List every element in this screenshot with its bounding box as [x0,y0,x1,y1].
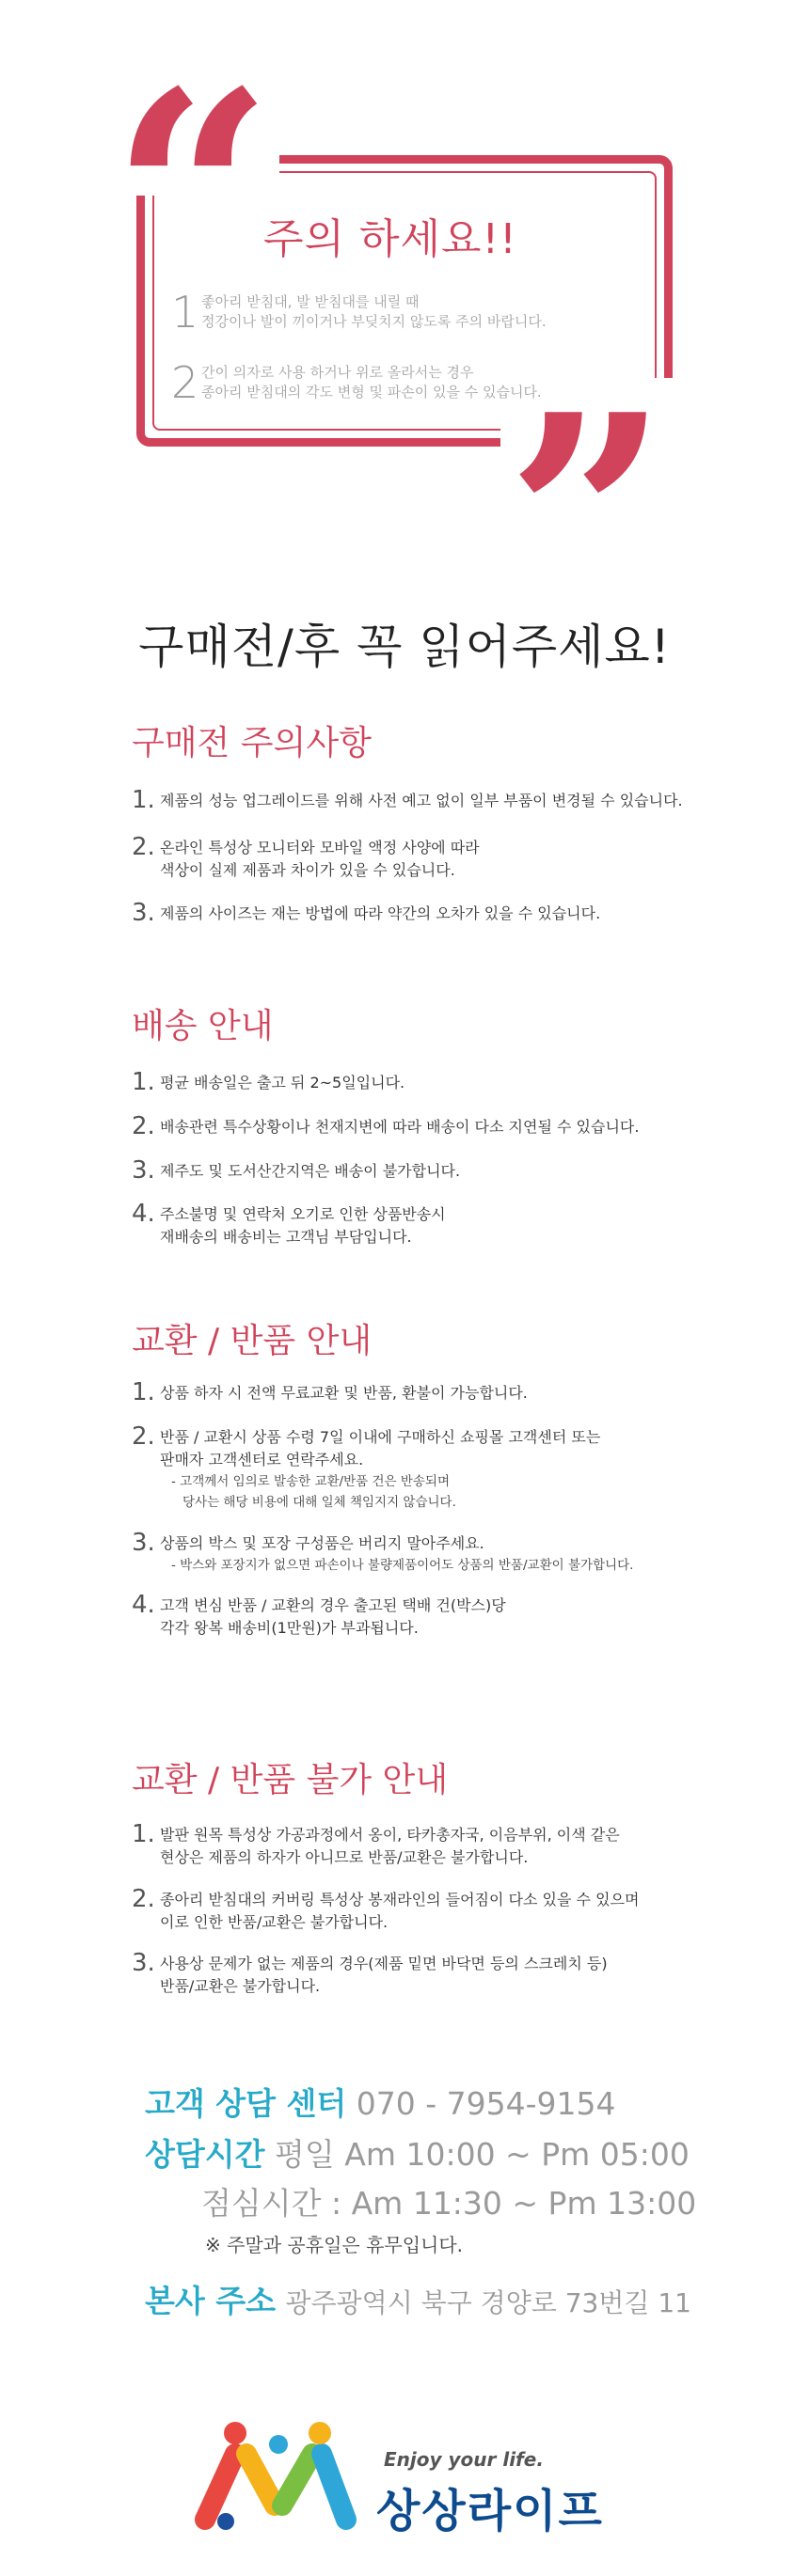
item-note: - 고객께서 임의로 발송한 교환/반품 건은 반송되며 [171,1474,450,1489]
warning-item-text: 간이 의자로 사용 하거나 위로 올라서는 경우 [201,364,474,381]
list-item [132,1593,734,1640]
item-text: 상품의 박스 및 포장 구성품은 버리지 말아주세요. [160,1534,484,1552]
list-item [132,788,734,812]
logo-slogan: Enjoy your life. [384,2448,544,2471]
logo-mark-icon [188,2416,367,2538]
section-title: 구매전 주의사항 [132,724,372,762]
item-text: 사용상 문제가 없는 제품의 경우(제품 밑면 바닥면 등의 스크레치 등) [160,1955,608,1972]
section-title: 배송 안내 [132,1007,274,1045]
item-text: 주소불명 및 연락처 오기로 인한 상품반송시 [160,1205,446,1223]
item-number: 1. [132,1068,155,1096]
list-item [132,1951,734,1998]
item-note: 당사는 해당 비용에 대해 일체 책임지지 않습니다. [182,1495,456,1510]
item-number: 2. [132,1422,155,1451]
item-number: 3. [132,1156,155,1185]
lunch-hours: 점심시간 : Am 11:30 ~ Pm 13:00 [201,2185,697,2222]
warning-item-text: 종아리 받침대의 각도 변형 및 파손이 있을 수 있습니다. [201,384,542,401]
item-number: 2. [132,1885,155,1913]
main-title: 구매전/후 꼭 읽어주세요! [138,620,671,674]
consult-hours [145,2130,690,2175]
list-item [132,901,734,925]
hq-address [145,2277,691,2321]
item-text: 상품 하자 시 전액 무료교환 및 반품, 환불이 가능합니다. [160,1384,528,1402]
warning-item [171,287,660,338]
item-text: 제품의 사이즈는 재는 방법에 따라 약간의 오차가 있을 수 있습니다. [160,904,601,922]
item-number: 2. [132,833,155,861]
item-number: 4. [132,1200,155,1228]
list-item [132,1380,734,1405]
item-number: 3. [132,1529,155,1557]
warning-item-number: 1 [171,287,199,338]
item-text: 발판 원목 특성상 가공과정에서 옹이, 타카총자국, 이음부위, 이색 같은 [160,1826,620,1844]
item-text: 각각 왕복 배송비(1만원)가 부과됩니다. [160,1619,419,1637]
item-number: 2. [132,1112,155,1140]
item-text: 온라인 특성상 모니터와 모바일 액정 사양에 따라 [160,839,480,856]
item-text: 재배송의 배송비는 고객님 부담입니다. [160,1228,412,1246]
warning-item-number: 2 [171,357,199,408]
list-item [132,1822,734,1869]
item-number: 1. [132,1820,155,1848]
item-text: 판매자 고객센터로 연락주세요. [160,1451,364,1469]
list-item [132,1070,734,1094]
list-item [132,1424,734,1513]
item-number: 1. [132,786,155,814]
holiday-note: ※ 주말과 공휴일은 휴무입니다. [205,2234,464,2256]
item-number: 1. [132,1378,155,1406]
item-text: 제주도 및 도서산간지역은 배송이 불가합니다. [160,1162,461,1180]
item-text: 제품의 성능 업그레이드를 위해 사전 예고 없이 일부 부품이 변경될 수 있습니다. [160,792,683,809]
hq-address-label: 본사 주소 [145,2283,277,2319]
warning-item-text: 좋아리 받침대, 발 받침대를 내릴 때 [201,293,420,310]
customer-center [145,2080,616,2124]
item-text: 반품 / 교환시 상품 수령 7일 이내에 구매하신 쇼핑몰 고객센터 또는 [160,1428,601,1446]
list-item [132,1887,734,1934]
list-item [132,1114,734,1139]
logo-brand: 상상라이프 [376,2485,604,2537]
item-note: - 박스와 포장지가 없으면 파손이나 불량제품이어도 상품의 반품/교환이 불가합니다. [171,1558,634,1573]
list-item [132,1202,734,1249]
item-number: 4. [132,1591,155,1619]
customer-center-phone: 070 - 7954-9154 [356,2085,616,2122]
item-text: 반품/교환은 불가합니다. [160,1977,321,1995]
item-text: 배송관련 특수상황이나 천재지변에 따라 배송이 다소 지연될 수 있습니다. [160,1118,640,1136]
item-text: 고객 변심 반품 / 교환의 경우 출고된 택배 건(박스)당 [160,1596,506,1614]
customer-center-label: 고객 상담 센터 [145,2085,347,2122]
list-item [132,835,734,882]
section-title: 교환 / 반품 안내 [132,1322,373,1360]
item-text: 평균 배송일은 출고 뒤 2~5일입니다. [160,1074,405,1092]
item-text: 종아리 받침대의 커버링 특성상 봉재라인의 들어짐이 다소 있을 수 있으며 [160,1891,640,1908]
item-text: 이로 인한 반품/교환은 불가합니다. [160,1913,389,1931]
item-number: 3. [132,899,155,927]
warning-title: 주의 하세요!! [263,215,517,263]
item-number: 3. [132,1949,155,1977]
section-title: 교환 / 반품 불가 안내 [132,1761,449,1799]
open-quote-icon [105,55,279,196]
hq-address-text: 광주광역시 북구 경양로 73번길 11 [285,2287,691,2318]
item-text: 현상은 제품의 하자가 아니므로 반품/교환은 불가합니다. [160,1848,529,1866]
item-text: 색상이 실제 제품과 차이가 있을 수 있습니다. [160,861,455,879]
consult-hours-weekday: 평일 Am 10:00 ~ Pm 05:00 [275,2136,690,2173]
consult-hours-label: 상담시간 [145,2136,265,2173]
list-item [132,1158,734,1183]
warning-item [171,357,660,408]
list-item [132,1531,734,1576]
warning-item-text: 정강이나 발이 끼이거나 부딪치지 않도록 주의 바랍니다. [201,313,547,330]
